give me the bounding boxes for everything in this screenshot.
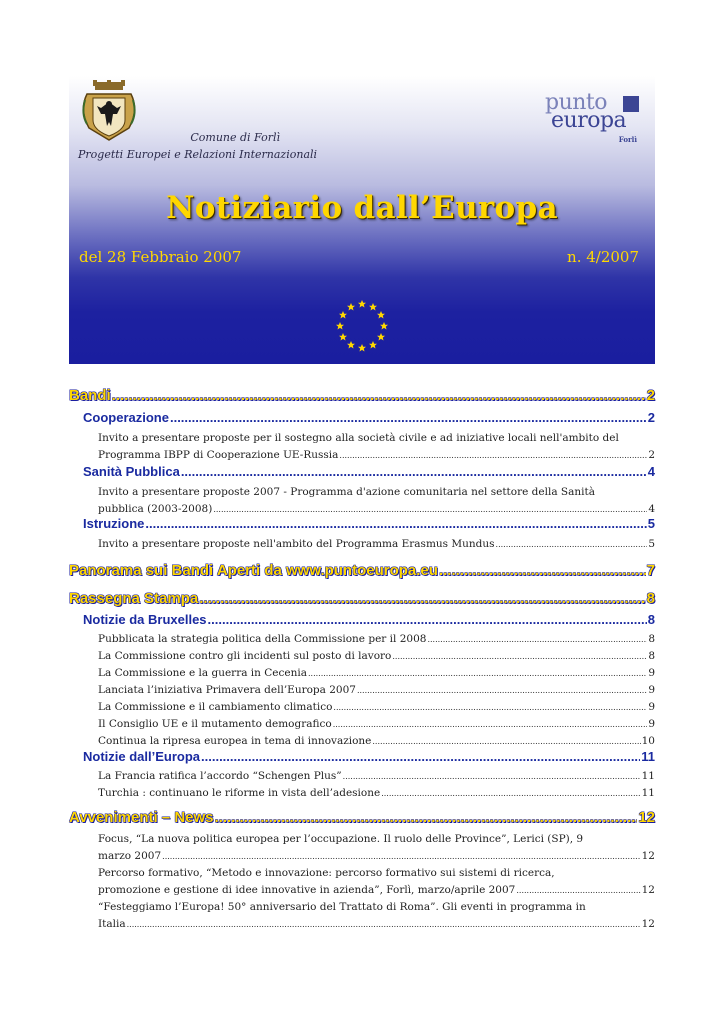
toc-entry-istruzione-item[interactable] [98, 538, 655, 550]
toc-page: 2 [648, 449, 655, 461]
toc-title: Notizie dall’Europa [83, 749, 201, 764]
toc-page: 5 [648, 538, 655, 550]
toc-title: pubblica (2003-2008) [98, 503, 213, 515]
toc-title: marzo 2007 [98, 850, 162, 862]
toc-title: La Commissione e la guerra in Cecenia [98, 667, 307, 679]
toc-entry-sanita[interactable] [83, 464, 655, 479]
toc-page: 5 [647, 516, 655, 531]
toc-title: Turchia : continuano le riforme in vista dell’adesione [98, 787, 381, 799]
org-name: Comune di Forlì [190, 131, 280, 144]
issue-number: n. 4/2007 [567, 248, 639, 266]
toc-page: 9 [648, 684, 655, 696]
toc-title: Invito a presentare proposte nell'ambito del Programma Erasmus Mundus [98, 538, 495, 550]
toc-entry-bruxelles-item[interactable] [98, 718, 655, 730]
toc-entry-europa-item[interactable] [98, 770, 655, 782]
toc-page: 12 [641, 850, 655, 862]
header-banner [69, 76, 655, 364]
toc-page: 8 [648, 633, 655, 645]
toc-entry-europa[interactable] [83, 749, 655, 764]
toc-page: 2 [647, 410, 655, 425]
toc-entry-bandi[interactable] [69, 387, 655, 404]
page-title: Notiziario dall’Europa [166, 190, 558, 226]
toc-title: La Francia ratifica l’accordo “Schengen Plus” [98, 770, 342, 782]
toc-title: Pubblicata la strategia politica della Commissione per il 2008 [98, 633, 427, 645]
toc-title: Panorama sui Bandi Aperti da www.puntoeuropa.eu [69, 562, 438, 579]
toc-title: Il Consiglio UE e il mutamento demografico [98, 718, 332, 730]
toc-entry-rassegna[interactable] [69, 590, 655, 607]
toc-title: Cooperazione [83, 410, 169, 425]
toc-entry-avvenimenti-item[interactable] [98, 850, 655, 862]
toc-entry-bruxelles-item[interactable] [98, 684, 655, 696]
toc-title: La Commissione contro gli incidenti sul posto di lavoro [98, 650, 392, 662]
toc-entry-coop-item[interactable] [98, 449, 655, 461]
toc-entry-sanita-item[interactable] [98, 503, 655, 515]
toc-entry-avvenimenti-item[interactable] [98, 918, 655, 930]
toc-item-line[interactable]: “Festeggiamo l’Europa! 50° anniversario del Trattato di Roma”. Gli eventi in programma in [98, 901, 586, 913]
toc-page: 2 [646, 387, 655, 404]
toc-entry-bruxelles[interactable] [83, 612, 655, 627]
logo-text-punto: punto [545, 90, 608, 115]
toc-page: 8 [647, 612, 655, 627]
toc-item-line[interactable]: Invito a presentare proposte per il sostegno alla società civile e ad iniziative locali nell'ambito del [98, 432, 619, 444]
toc-page: 9 [648, 718, 655, 730]
toc-item-line[interactable]: Focus, “La nuova politica europea per l’occupazione. Il ruolo delle Province”, Lerici (SP), 9 [98, 833, 584, 845]
org-department: Progetti Europei e Relazioni Internazionali [78, 148, 318, 161]
toc-item-line[interactable]: Percorso formativo, “Metodo e innovazione: percorso formativo sui sistemi di ricerca, [98, 867, 555, 879]
toc-title: promozione e gestione di idee innovative in azienda”, Forlì, marzo/aprile 2007 [98, 884, 516, 896]
toc-title: Istruzione [83, 516, 145, 531]
toc-title: Notizie da Bruxelles [83, 612, 207, 627]
toc-entry-panorama[interactable] [69, 562, 655, 579]
toc-page: 7 [646, 562, 655, 579]
toc-page: 12 [638, 809, 655, 826]
toc-entry-istruzione[interactable] [83, 516, 655, 531]
toc-title: Bandi [69, 387, 111, 404]
toc-title: La Commissione e il cambiamento climatico [98, 701, 333, 713]
toc-entry-bruxelles-item[interactable] [98, 701, 655, 713]
issue-date: del 28 Febbraio 2007 [79, 248, 242, 266]
toc-entry-cooperazione[interactable] [83, 410, 655, 425]
toc-entry-bruxelles-item[interactable] [98, 735, 655, 747]
toc-title: Italia [98, 918, 126, 930]
toc-title: Programma IBPP di Cooperazione UE-Russia [98, 449, 339, 461]
toc-page: 9 [648, 667, 655, 679]
toc-entry-bruxelles-item[interactable] [98, 667, 655, 679]
toc-page: 10 [641, 735, 655, 747]
toc-item-line[interactable]: Invito a presentare proposte 2007 - Programma d'azione comunitaria nel settore della Sanità [98, 486, 595, 498]
toc-page: 12 [641, 884, 655, 896]
toc-entry-bruxelles-item[interactable] [98, 650, 655, 662]
toc-entry-europa-item[interactable] [98, 787, 655, 799]
toc-title: Avvenimenti – News [69, 809, 214, 826]
toc-title: Continua la ripresa europea in tema di innovazione [98, 735, 372, 747]
eu-stars-icon [332, 298, 392, 354]
toc-page: 12 [641, 918, 655, 930]
toc-page: 11 [641, 787, 655, 799]
toc-page: 8 [646, 590, 655, 607]
toc-page: 9 [648, 701, 655, 713]
toc-page: 4 [647, 464, 655, 479]
logo-text-forli: Forlì [618, 135, 637, 144]
toc-title: Sanità Pubblica [83, 464, 180, 479]
toc-page: 11 [641, 749, 655, 764]
toc-page: 11 [641, 770, 655, 782]
toc-title: Lanciata l’iniziativa Primavera dell’Europa 2007 [98, 684, 356, 696]
toc-page: 8 [648, 650, 655, 662]
toc-page: 4 [648, 503, 655, 515]
logo-text-europa: europa [551, 108, 627, 133]
toc-entry-bruxelles-item[interactable] [98, 633, 655, 645]
toc-entry-avvenimenti[interactable] [69, 809, 655, 826]
toc-title: Rassegna Stampa [69, 590, 199, 607]
punto-europa-logo [543, 90, 641, 146]
toc-entry-avvenimenti-item[interactable] [98, 884, 655, 896]
